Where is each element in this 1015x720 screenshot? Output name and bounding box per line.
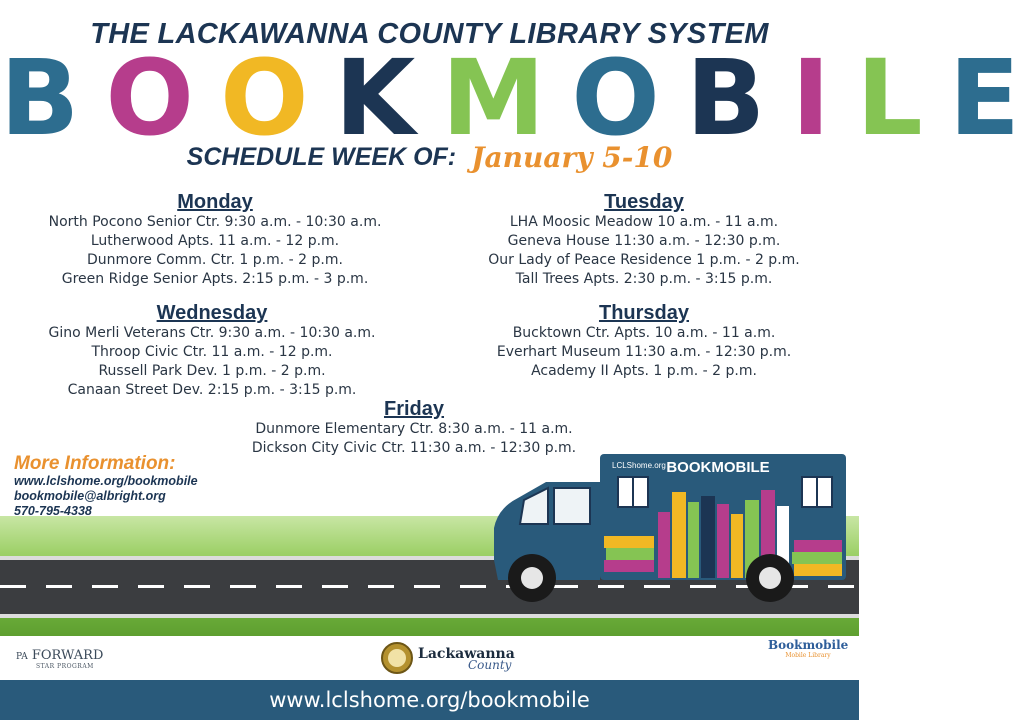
stop-item: Gino Merli Veterans Ctr. 9:30 a.m. - 10:30 a.m. — [48, 325, 376, 341]
title-letter: O — [571, 37, 655, 159]
stop-item: Everhart Museum 11:30 a.m. - 12:30 p.m. — [496, 344, 792, 360]
day-friday — [229, 398, 599, 458]
day-tuesday — [464, 191, 824, 289]
stop-item: Dunmore Comm. Ctr. 1 p.m. - 2 p.m. — [87, 252, 343, 268]
stop-item: Our Lady of Peace Residence 1 p.m. - 2 p.m. — [488, 252, 800, 268]
title-letter: I — [791, 37, 826, 159]
title-letter: B — [0, 37, 75, 159]
title-letter: O — [220, 37, 304, 159]
pa-forward-logo — [16, 648, 103, 670]
website-link[interactable]: www.lclshome.org/bookmobile — [14, 474, 198, 488]
stop-item: Dickson City Civic Ctr. 11:30 a.m. - 12:30 p.m. — [251, 440, 577, 456]
stop-item: Bucktown Ctr. Apts. 10 a.m. - 11 a.m. — [512, 325, 776, 341]
bus-site-label: LCLShome.org — [612, 461, 666, 470]
title-letter: M — [441, 37, 541, 159]
bus-side-title: BOOKMOBILE — [666, 459, 770, 476]
email-link[interactable]: bookmobile@albright.org — [14, 489, 166, 503]
county-logo-script: County — [468, 658, 512, 672]
stop-item: Russell Park Dev. 1 p.m. - 2 p.m. — [98, 363, 326, 379]
stop-item: Lutherwood Apts. 11 a.m. - 12 p.m. — [90, 233, 340, 249]
stop-item: Academy II Apts. 1 p.m. - 2 p.m. — [531, 363, 757, 379]
day-monday — [30, 191, 400, 289]
day-thursday — [464, 302, 824, 381]
phone-number: 570-795-4338 — [14, 504, 92, 518]
title-letter: E — [948, 37, 1015, 159]
day-title: Thursday — [598, 302, 690, 324]
stop-item: Throop Civic Ctr. 11 a.m. - 12 p.m. — [91, 344, 333, 360]
pa-forward-sub: STAR PROGRAM — [36, 663, 94, 670]
bus-side-window — [554, 488, 590, 524]
county-logo-name: Lackawanna — [418, 646, 515, 662]
footer-url[interactable]: www.lclshome.org/bookmobile — [0, 680, 859, 720]
day-title: Wednesday — [156, 302, 268, 324]
system-title: THE LACKAWANNA COUNTY LIBRARY SYSTEM — [90, 18, 769, 50]
stop-item: Canaan Street Dev. 2:15 p.m. - 3:15 p.m. — [67, 382, 357, 398]
stop-item: Dunmore Elementary Ctr. 8:30 a.m. - 11 a.m. — [255, 421, 573, 437]
stop-item: Green Ridge Senior Apts. 2:15 p.m. - 3 p.m. — [61, 271, 369, 287]
stop-item: Geneva House 11:30 a.m. - 12:30 p.m. — [507, 233, 781, 249]
bookmobile-logo-sub: Mobile Library — [785, 652, 831, 659]
pa-forward-pa: PA — [16, 652, 28, 662]
day-title: Tuesday — [604, 191, 684, 213]
week-label: SCHEDULE WEEK OF: — [186, 143, 457, 171]
day-title: Friday — [383, 398, 445, 420]
bookmobile-logo — [768, 638, 848, 659]
bookmobile-bus-illustration — [488, 450, 858, 610]
footer-logos — [0, 636, 859, 680]
day-title: Monday — [177, 191, 253, 213]
stop-item: North Pocono Senior Ctr. 9:30 a.m. - 10:30 a.m. — [48, 214, 382, 230]
schedule-week — [0, 141, 859, 174]
day-wednesday — [27, 302, 397, 400]
stop-item: Tall Trees Apts. 2:30 p.m. - 3:15 p.m. — [515, 271, 773, 287]
more-information — [14, 454, 198, 519]
pa-forward-name: FORWARD — [31, 648, 104, 663]
title-letter: O — [105, 37, 189, 159]
county-seal-icon — [381, 642, 413, 674]
stop-item: LHA Moosic Meadow 10 a.m. - 11 a.m. — [509, 214, 779, 230]
title-letter: L — [856, 37, 918, 159]
title-letter: B — [685, 37, 761, 159]
title-letter: K — [334, 37, 411, 159]
bookmobile-logo-title: Bookmobile — [768, 638, 849, 652]
week-date: January 5-10 — [471, 141, 673, 174]
more-info-title: More Information: — [14, 453, 176, 474]
